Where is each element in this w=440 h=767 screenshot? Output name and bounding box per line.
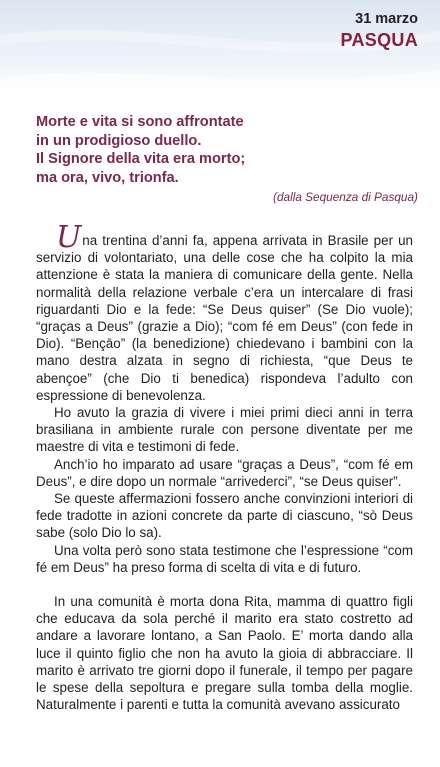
epigraph-line: ma ora, vivo, trionfa. [36, 169, 179, 186]
epigraph-line: Morte e vita si sono affrontate [36, 114, 244, 130]
epigraph [36, 113, 416, 187]
body-text [36, 220, 413, 713]
paragraph: Anch’io ho imparato ad usare “graças a Deus”, “com fé em Deus”, e dire dopo un normale “arrivederci”, “se Deus quiser”. [36, 456, 413, 489]
epigraph-line: in un prodigioso duello. [36, 132, 202, 149]
epigraph-source: (dalla Sequenza di Pasqua) [273, 190, 418, 204]
paragraph: Una volta però sono stata testimone che l’espressione “com fé em Deus” ha preso forma di scelta di vita e di futuro. [36, 542, 413, 575]
drop-cap: U [56, 220, 82, 255]
paragraph: In una comunità è morta dona Rita, mamma di quattro figli che educava da sola perché il marito era stato costretto ad andare a lavorare lontano, a San Paolo. E’ morta dando alla luce il quinto figlio che non ha avuto la gioia di abbracciare. Il marito è arrivato tre giorni dopo il funerale, il tempo per pagare le spese della sepoltura e pregare sulla tomba della moglie. Naturalmente i parenti e tutta la comunità avevano assicurato [36, 594, 413, 713]
paragraph [36, 220, 413, 404]
paragraph: Se queste affermazioni fossero anche convinzioni interiori di fede tradotte in azioni concrete da parte di ciascuno, “sò Deus sabe (solo Dio lo sa). [36, 491, 413, 541]
page-title: PASQUA [340, 30, 418, 50]
paragraph: Ho avuto la grazia di vivere i miei primi dieci anni in terra brasiliana in ambiente rurale con persone diventate per me maestre di vita e testimoni di fede. [36, 405, 413, 455]
page-date: 31 marzo [355, 11, 418, 27]
paragraph-text: na trentina d’anni fa, appena arrivata in Brasile per un servizio di volontariato, una delle cose che ha colpito la mia attenzione è stata la maniera di comunicare della gente. Nella normalità della relazione verbale c’era un intercalare di frasi riguardanti Dio e la fede: “Se Deus quiser” (Se Dio vuole); “graças a Deus” (grazie a Dio); “com fé em Deus” (con fede in Dio). “Bençāo” (la benedizione) chiedevano i bambini con la mano destra alzata in segno di richiesta, “que Deus te abençoe” (che Dio ti benedica) rispondeva l’adulto con espressione di benevolenza. [36, 233, 413, 403]
epigraph-line: Il Signore della vita era morto; [36, 151, 246, 167]
